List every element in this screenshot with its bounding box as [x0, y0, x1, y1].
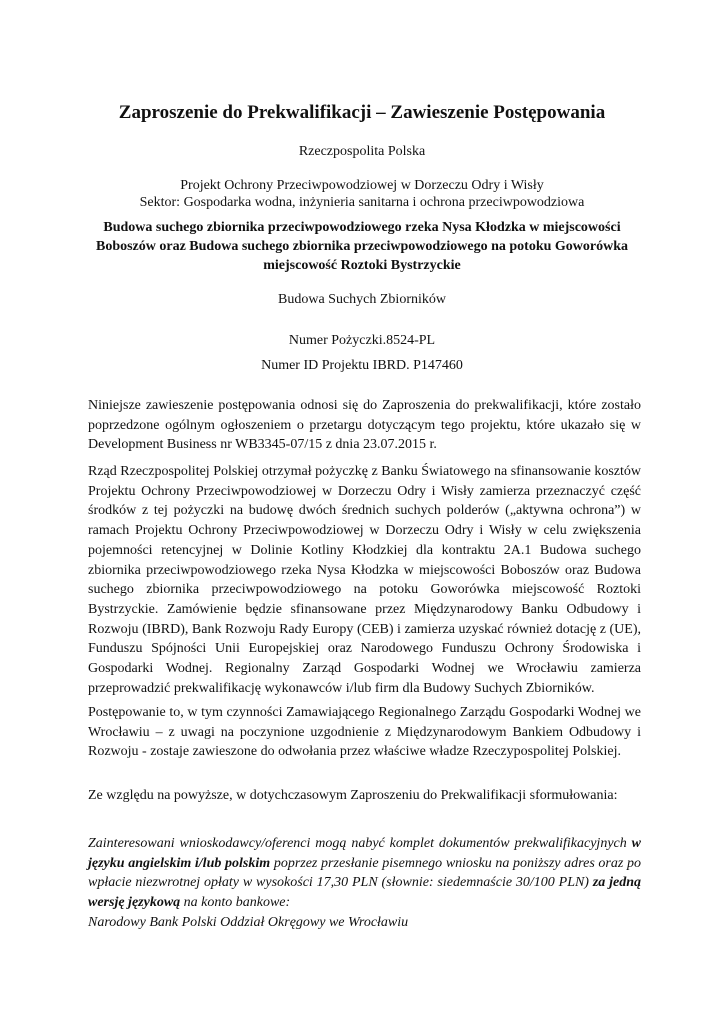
clause-text-3: na konto bankowe:	[180, 895, 291, 911]
clause-version-emphasis: za jedną wersję językową	[88, 875, 641, 911]
paragraph-financing: Rząd Rzeczpospolitej Polskiej otrzymał pożyczkę z Banku Światowego na sfinansowanie kosztów Projektu Ochrony Przeciwpowodziowej w Dorzeczu Odry i Wisły zamierza przeznaczyć część środków z tej pożyczki na budowę dwóch średnich suchych polderów („aktywna ochrona”) w ramach Projektu Ochrony Przeciwpowodziowej w Dorzeczu Odry i Wisły w celu zwiększenia pojemności retencyjnej w Dolinie Kotliny Kłodzkiej dla kontraktu 2A.1 Budowa suchego zbiornika przeciwpowodziowego rzeka Nysa Kłodzka w miejscowości Boboszów oraz Budowa suchego zbiornika przeciwpowodziowego na potoku Goworówka miejscowość Roztoki Bystrzyckie. Zamówienie będzie sfinansowane przez Międzynarodowy Banku Odbudowy i Rozwoju (IBRD), Bank Rozwoju Rady Europy (CEB) i zamierza uzyskać również dotację z (UE), Funduszu Spójności Unii Europejskiej oraz Narodowego Funduszu Ochrony Środowiska i Gospodarki Wodnej. Regionalny Zarząd Gospodarki Wodnej we Wrocławiu zamierza przeprowadzić prekwalifikację wykonawców i/lub firm dla Budowy Suchych Zbiorników.	[88, 464, 641, 696]
paragraph-wording-intro: Ze względu na powyższe, w dotychczasowym Zaproszeniu do Prekwalifikacji sformułowania:	[88, 788, 618, 803]
paragraph-bank-name: Narodowy Bank Polski Oddział Okręgowy we Wrocławiu	[88, 915, 409, 930]
paragraph-suspension: Postępowanie to, w tym czynności Zamawiającego Regionalnego Zarządu Gospodarki Wodnej we Wrocławiu – z uwagi na poczynione uzgodnienie z Międzynarodowym Bankiem Odbudowy i Rozwoju - zostaje zawieszone do odwołania przez właściwe władze Rzeczypospolitej Polskiej.	[88, 705, 641, 760]
clause-text-2: poprzez przesłanie pisemnego wniosku na poniższy adres oraz po wpłacie niezwrotnej opłaty w wysokości 17,30 PLN (słownie: siedemnaście 30/100 PLN)	[88, 855, 642, 891]
contract-subject: Budowa suchego zbiornika przeciwpowodziowego rzeka Nysa Kłodzka w miejscowości Boboszów oraz Budowa suchego zbiornika przeciwpowodziowego na potoku Goworówka miejscowość Roztoki Bystrzyckie	[95, 220, 629, 273]
paragraph-quoted-clause	[88, 834, 641, 913]
paragraph-announcement: Niniejsze zawieszenie postępowania odnosi się do Zaproszenia do prekwalifikacji, które zostało poprzedzone ogólnym ogłoszeniem o przetargu dotyczącym tego projektu, które ukazało się w Development Business nr WB3345-07/15 z dnia 23.07.2015 r.	[88, 398, 641, 453]
country-name: Rzeczpospolita Polska	[298, 144, 426, 159]
document-title: Zaproszenie do Prekwalifikacji – Zawieszenie Postępowania	[118, 102, 606, 123]
clause-language-emphasis: w języku angielskim i/lub polskim	[88, 836, 641, 871]
project-id: Numer ID Projektu IBRD. P147460	[261, 358, 463, 373]
loan-number: Numer Pożyczki.8524-PL	[288, 333, 436, 348]
project-name: Projekt Ochrony Przeciwpowodziowej w Dorzeczu Odry i Wisły	[180, 178, 544, 193]
contract-name: Budowa Suchych Zbiorników	[278, 292, 446, 307]
clause-text-1: Zainteresowani wnioskodawcy/oferenci mogą nabyć komplet dokumentów prekwalifikacyjnych	[88, 836, 632, 851]
sector-line: Sektor: Gospodarka wodna, inżynieria sanitarna i ochrona przeciwpowodziowa	[139, 195, 585, 210]
